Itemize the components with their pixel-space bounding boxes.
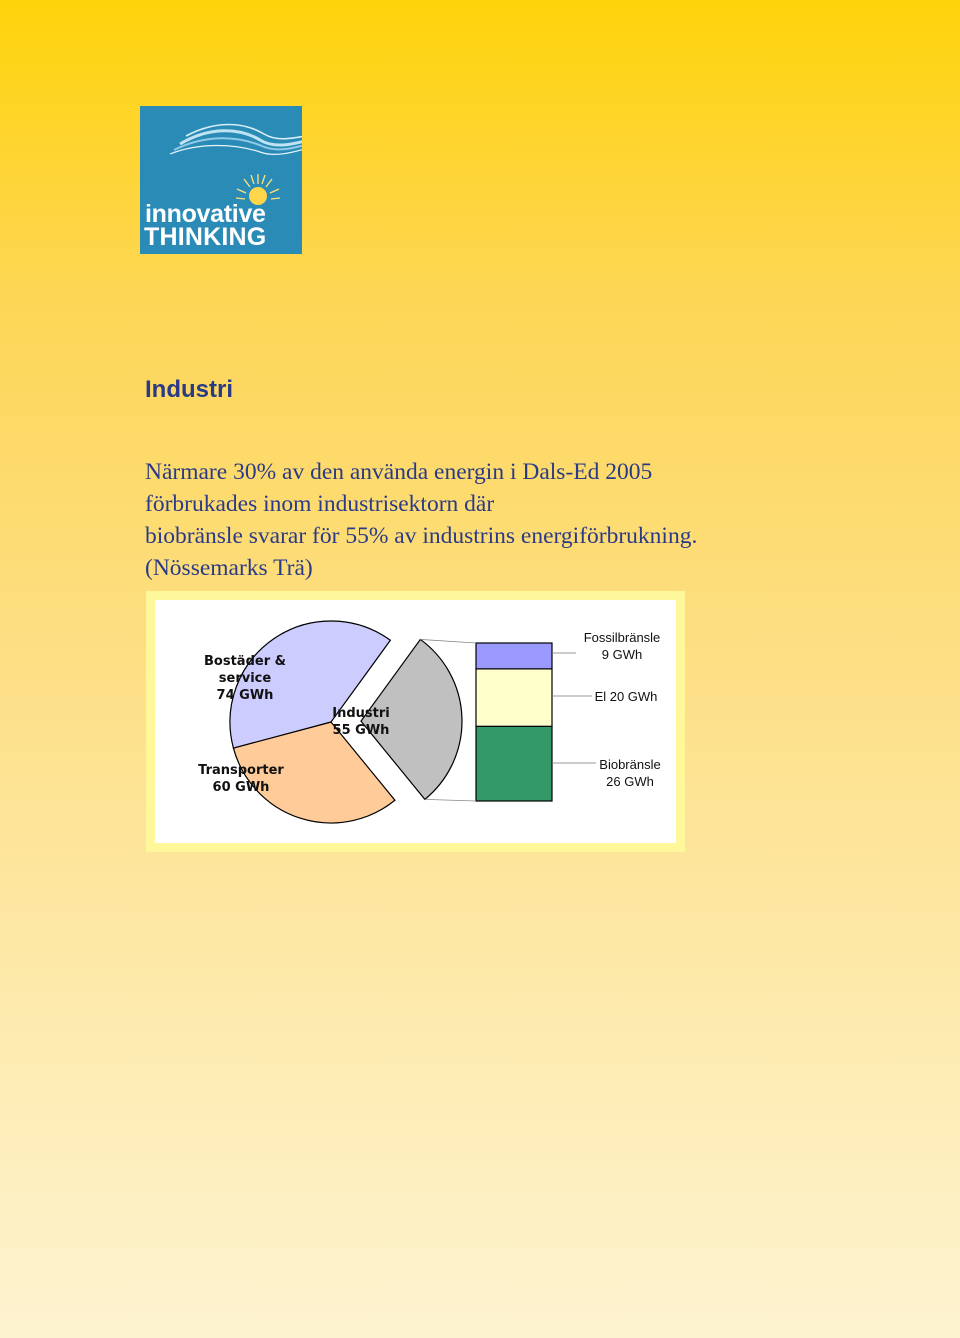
slice-label-bostader-2: service (218, 671, 272, 686)
segment-label-el: El 20 GWh (594, 689, 658, 704)
energy-chart (146, 591, 685, 852)
intro-line: (Nössemarks Trä) (145, 555, 313, 581)
intro-line: biobränsle svarar för 55% av industrins energiförbrukning. (145, 523, 698, 549)
intro-paragraph (145, 456, 845, 584)
intro-line: förbrukades inom industrisektorn där (145, 491, 495, 517)
segment-value-bio: 26 GWh (606, 774, 654, 789)
logo (140, 106, 302, 254)
segment-label-fossil: Fossilbränsle (583, 630, 661, 645)
segment-value-fossil: 9 GWh (601, 647, 643, 662)
section-heading: Industri (145, 376, 233, 403)
slice-label-industri: Industri (332, 706, 390, 721)
slice-label-bostader: Bostäder & (204, 654, 286, 669)
slice-value-industri: 55 GWh (332, 723, 390, 738)
slice-label-transporter: Transporter (198, 763, 284, 778)
slice-value-transporter: 60 GWh (212, 780, 270, 795)
segment-fossilbransle (476, 643, 552, 669)
segment-biobransle (476, 726, 552, 801)
logo-line-1: innovative (145, 200, 266, 228)
chart-svg (146, 591, 685, 852)
segment-label-bio: Biobränsle (599, 757, 661, 772)
intro-line: Närmare 30% av den använda energin i Dals-Ed 2005 (145, 459, 653, 485)
logo-line-2: THINKING (144, 223, 267, 251)
slice-value-bostader: 74 GWh (216, 688, 274, 703)
segment-el (476, 669, 552, 726)
